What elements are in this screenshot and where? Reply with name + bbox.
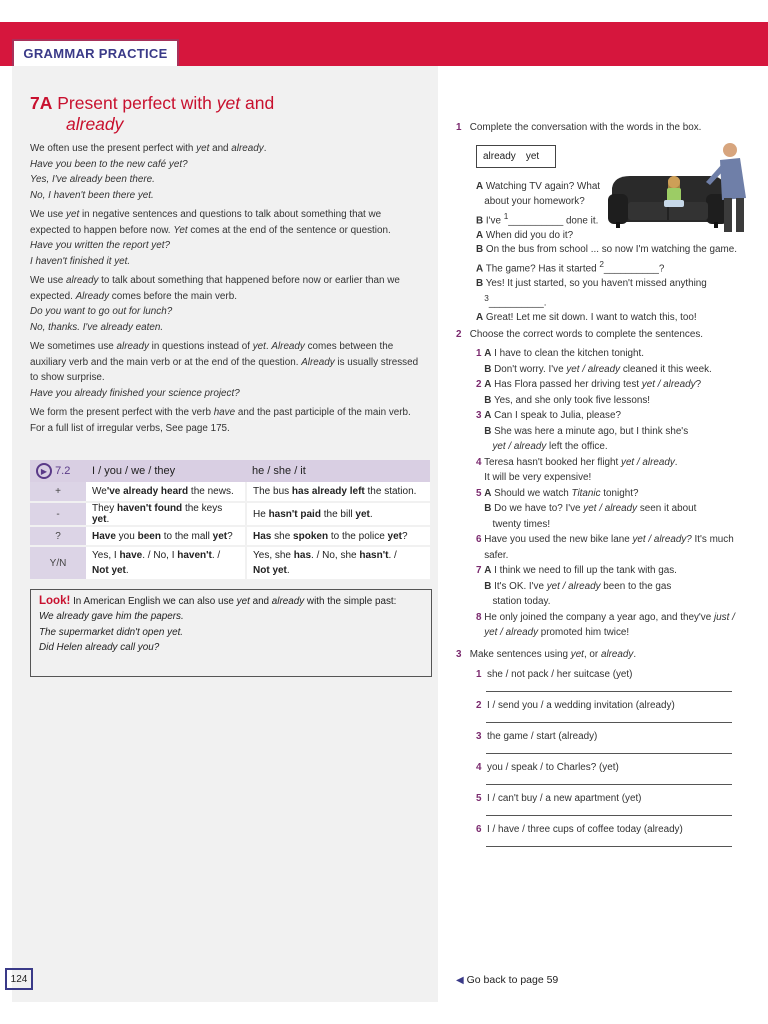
ex2-sentences	[476, 346, 768, 641]
exercise-line: 1 A I have to clean the kitchen tonight.	[476, 348, 645, 359]
title-part-a: Present perfect with	[57, 93, 217, 113]
exercise-line: station today.	[476, 596, 551, 607]
explanation-paragraph: We use yet in negative sentences and questions to talk about something that we expected to happen before now. Yet comes at the end of the sentence or question.	[30, 209, 391, 236]
exercise-line: twenty times!	[476, 518, 551, 530]
exercise-line: It will be very expensive!	[476, 472, 592, 483]
grammar-table	[30, 460, 430, 581]
section-number: 7A	[30, 93, 53, 113]
example-sentence: Have you written the report yet?	[30, 240, 170, 251]
explanation-paragraph: We sometimes use already in questions instead of yet. Already comes between the auxiliary verb and the main verb or at the end of the question. Already is usually stressed to show surprise.	[30, 341, 419, 383]
page-number: 124	[5, 968, 33, 990]
conversation-line: about your homework?	[476, 195, 585, 207]
row-col2: He hasn't paid the bill yet.	[246, 502, 430, 526]
table-row	[30, 526, 430, 546]
ex3-instruction: Make sentences using yet, or already.	[469, 649, 637, 660]
explanation-paragraph: We use already to talk about something that happened before now or earlier than we expected. Already comes before the main verb.	[30, 275, 400, 302]
back-arrow-icon: ◀	[456, 975, 464, 986]
look-box	[30, 589, 432, 677]
exercise-line: 5 A Should we watch Titanic tonight?	[476, 487, 639, 499]
ex1-heading	[456, 120, 756, 136]
ex1-instruction: Complete the conversation with the words in the box.	[469, 122, 702, 133]
exercise-line: B It's OK. I've yet / already been to the gas	[484, 580, 672, 592]
section-title	[30, 93, 274, 135]
conversation-line: B Yes! It just started, so you haven't missed anything	[476, 278, 707, 290]
ex1-number: 1	[456, 122, 462, 133]
exercise-line: 4 Teresa hasn't booked her flight yet / already.	[476, 456, 678, 468]
look-example: We already gave him the papers.	[39, 611, 184, 623]
go-back-link[interactable]	[456, 974, 558, 986]
row-col1: We've already heard the news.	[86, 482, 246, 502]
look-label: Look!	[39, 595, 71, 607]
word-box	[476, 145, 556, 168]
table-row	[30, 546, 430, 580]
example-sentence: No, I haven't been there yet.	[30, 189, 154, 201]
exercise-line: yet / already promoted him twice!	[484, 627, 630, 638]
table-row	[30, 482, 430, 502]
answer-line[interactable]	[486, 691, 732, 692]
exercise-line: yet / already left the office.	[492, 441, 608, 452]
conversation-line: B I've $^1$__________ done it.	[476, 211, 599, 226]
exercise-line: B She was here a minute ago, but I think she's	[484, 425, 689, 437]
exercise-item: 5 I / can't buy / a new apartment (yet)	[476, 793, 642, 804]
example-sentence: I haven't finished it yet.	[30, 255, 131, 267]
exercise-line: 3 A Can I speak to Julia, please?	[476, 410, 621, 421]
answer-line[interactable]	[486, 846, 732, 847]
explanation-paragraph: We often use the present perfect with yet and already.	[30, 143, 267, 154]
look-examples	[39, 609, 423, 655]
row-col2: Has she spoken to the police yet?	[246, 526, 430, 546]
example-sentence: No, thanks. I've already eaten.	[30, 321, 164, 333]
track-cell	[30, 460, 86, 482]
explanation-paragraph: We form the present perfect with the verb have and the past participle of the main verb. For a full list of irregular verbs, See page 175.	[30, 407, 411, 434]
row-symbol: +	[30, 482, 86, 502]
col-header-1: I / you / we / they	[86, 460, 246, 482]
conversation-line: B On the bus from school ... so now I'm watching the game.	[476, 244, 737, 256]
exercise-item: 3 the game / start (already)	[476, 731, 598, 742]
exercise-item: 2 I / send you / a wedding invitation (already)	[476, 700, 675, 711]
title-line2: already	[66, 114, 124, 134]
exercise-item: 1 she / not pack / her suitcase (yet)	[476, 669, 633, 680]
title-part-b: and	[240, 93, 275, 113]
word-box-item: yet	[525, 151, 540, 162]
col-header-2: he / she / it	[246, 460, 430, 482]
answer-line[interactable]	[486, 722, 732, 723]
example-sentence: Have you already finished your science project?	[30, 387, 240, 399]
exercise-item: 4 you / speak / to Charles? (yet)	[476, 762, 619, 773]
row-col2: The bus has already left the station.	[246, 482, 430, 502]
exercise-line: B Don't worry. I've yet / already cleaned it this week.	[484, 363, 712, 375]
grammar-explanation	[30, 141, 422, 436]
ex3-heading	[456, 647, 756, 663]
exercise-line: 8 He only joined the company a year ago, and they've just /	[476, 611, 735, 623]
answer-line[interactable]	[486, 815, 732, 816]
row-symbol: -	[30, 502, 86, 526]
look-intro: In American English we can also use yet and already with the simple past:	[73, 596, 397, 607]
row-col1: They haven't found the keys yet.	[86, 502, 246, 526]
ex2-number: 2	[456, 329, 462, 340]
example-sentence: Yes, I've already been there.	[30, 174, 155, 185]
exercise-line: 7 A I think we need to fill up the tank with gas.	[476, 565, 677, 576]
exercise-line: 6 Have you used the new bike lane yet / already? It's much	[476, 534, 734, 545]
answer-line[interactable]	[486, 753, 732, 754]
ex2-instruction: Choose the correct words to complete the sentences.	[469, 329, 704, 340]
example-sentence: Have you been to the new café yet?	[30, 158, 188, 170]
play-audio-icon[interactable]: ▶	[36, 463, 52, 479]
word-box-item: already	[483, 151, 516, 162]
conversation-line: $^3$__________.	[484, 294, 547, 309]
row-symbol: Y/N	[30, 546, 86, 580]
conversation-line: A The game? Has it started $^2$__________?	[476, 260, 665, 275]
ex1-conversation	[476, 180, 768, 326]
look-example: The supermarket didn't open yet.	[39, 626, 184, 638]
exercise-line: B Do we have to? I've yet / already seen it about	[484, 503, 697, 514]
ex2-heading	[456, 327, 756, 343]
exercise-line: safer.	[476, 549, 509, 561]
exercise-item: 6 I / have / three cups of coffee today (already)	[476, 824, 683, 835]
table-row	[30, 502, 430, 526]
look-example: Did Helen already call you?	[39, 641, 160, 653]
row-col1: Have you been to the mall yet?	[86, 526, 246, 546]
conversation-line: A When did you do it?	[476, 229, 574, 241]
grammar-practice-tag: GRAMMAR PRACTICE	[12, 39, 179, 68]
go-back-label: Go back to page 59	[466, 974, 559, 986]
row-symbol: ?	[30, 526, 86, 546]
exercise-line: B Yes, and she only took five lessons!	[484, 394, 651, 406]
exercise-line: 2 A Has Flora passed her driving test yet / already?	[476, 379, 702, 390]
example-sentence: Do you want to go out for lunch?	[30, 306, 173, 317]
answer-line[interactable]	[486, 784, 732, 785]
track-number: 7.2	[55, 464, 71, 477]
ex3-number: 3	[456, 649, 462, 660]
conversation-line: A Watching TV again? What	[476, 181, 601, 192]
title-em: yet	[216, 93, 241, 113]
row-col1: Yes, I have. / No, I haven't. / Not yet.	[86, 546, 246, 580]
row-col2: Yes, she has. / No, she hasn't. / Not yet.	[246, 546, 430, 580]
conversation-line: A Great! Let me sit down. I want to watch this, too!	[476, 312, 697, 324]
